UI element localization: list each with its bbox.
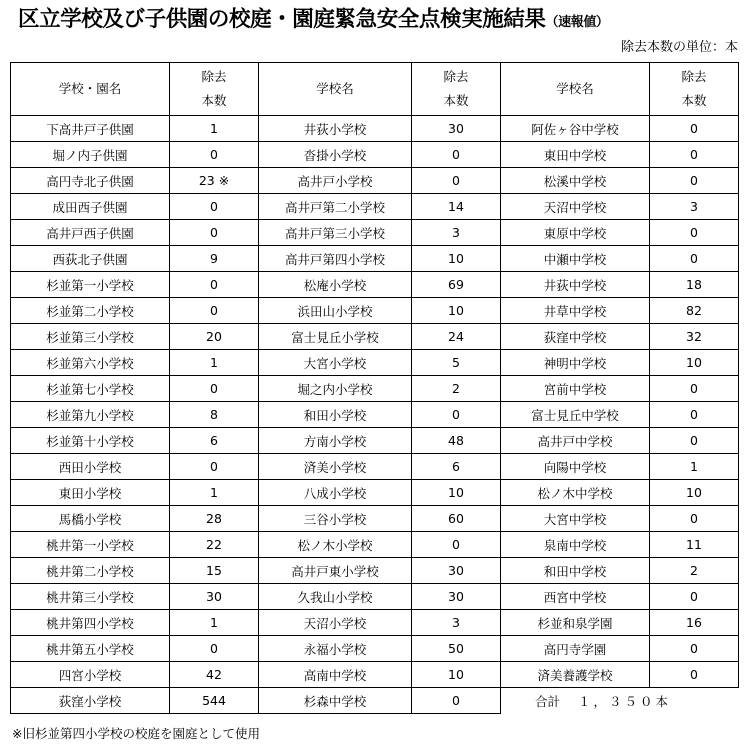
removed-count: 0 [650,662,739,688]
removed-count: 0 [650,428,739,454]
school-name: 高円寺学園 [501,636,650,662]
removed-count: 0 [170,298,259,324]
school-name: 松溪中学校 [501,168,650,194]
school-name: 高南中学校 [259,662,412,688]
removed-count: 10 [412,246,501,272]
school-name: 大宮小学校 [259,350,412,376]
removed-count: 30 [412,116,501,142]
removed-count: 0 [650,168,739,194]
school-name: 桃井第二小学校 [11,558,170,584]
school-name: 永福小学校 [259,636,412,662]
school-name: 高井戸第四小学校 [259,246,412,272]
school-name: 杉並第一小学校 [11,272,170,298]
school-name: 杉並第六小学校 [11,350,170,376]
removed-count: 20 [170,324,259,350]
total-value: １，３５０本 [578,693,672,709]
removed-count: 1 [170,116,259,142]
removed-count: 544 [170,688,259,714]
removed-count: 0 [412,402,501,428]
removed-count: 22 [170,532,259,558]
removed-count: 1 [170,610,259,636]
school-name: 杉並第二小学校 [11,298,170,324]
removed-count: 1 [170,350,259,376]
school-name: 天沼中学校 [501,194,650,220]
removed-count: 0 [650,402,739,428]
school-name: 宮前中学校 [501,376,650,402]
school-name: 阿佐ヶ谷中学校 [501,116,650,142]
school-name: 天沼小学校 [259,610,412,636]
school-name: 泉南中学校 [501,532,650,558]
school-name: 高井戸第三小学校 [259,220,412,246]
removed-count: 3 [650,194,739,220]
school-name: 中瀬中学校 [501,246,650,272]
removed-count: 15 [170,558,259,584]
header-school-name: 学校名 [501,63,650,116]
school-name: 堀ノ内子供園 [11,142,170,168]
removed-count: 0 [412,532,501,558]
table-row [11,454,739,480]
table-row [11,298,739,324]
header-school-kindergarten-name: 学校・園名 [11,63,170,116]
school-name: 荻窪中学校 [501,324,650,350]
school-name: 杉並第七小学校 [11,376,170,402]
total-cell [501,688,739,714]
removed-count: 0 [650,116,739,142]
school-name: 東田中学校 [501,142,650,168]
page-title: 区立学校及び子供園の校庭・園庭緊急安全点検実施結果（速報値） [18,7,609,32]
removed-count: 10 [650,350,739,376]
school-name: 久我山小学校 [259,584,412,610]
school-name: 成田西子供園 [11,194,170,220]
title-subtitle: （速報値） [545,15,609,30]
header-school-name: 学校名 [259,63,412,116]
table-row [11,506,739,532]
school-name: 富士見丘中学校 [501,402,650,428]
school-name: 井荻小学校 [259,116,412,142]
removed-count: 6 [170,428,259,454]
school-name: 松ノ木小学校 [259,532,412,558]
school-name: 高井戸東小学校 [259,558,412,584]
table-row [11,688,739,714]
removed-count: 0 [170,194,259,220]
school-name: 東田小学校 [11,480,170,506]
removed-count: 18 [650,272,739,298]
removed-count: 0 [412,688,501,714]
removed-count: 0 [170,454,259,480]
school-name: 済美養護学校 [501,662,650,688]
school-name: 杉並第三小学校 [11,324,170,350]
header-removed-count: 除去 本数 [412,63,501,116]
removed-count: 0 [650,142,739,168]
removed-count: 82 [650,298,739,324]
school-name: 杉並第十小学校 [11,428,170,454]
school-name: 東原中学校 [501,220,650,246]
unit-note: 除去本数の単位：本 [620,40,738,55]
school-name: 大宮中学校 [501,506,650,532]
removed-count: 2 [412,376,501,402]
table-row [11,350,739,376]
removed-count: 0 [650,246,739,272]
school-name: 西荻北子供園 [11,246,170,272]
removed-count: 6 [412,454,501,480]
school-name: 荻窪小学校 [11,688,170,714]
school-name: 西宮中学校 [501,584,650,610]
removed-count: 1 [650,454,739,480]
table-row [11,558,739,584]
school-name: 井草中学校 [501,298,650,324]
results-table [10,62,739,714]
school-name: 和田小学校 [259,402,412,428]
table-row [11,584,739,610]
removed-count: 60 [412,506,501,532]
school-name: 神明中学校 [501,350,650,376]
removed-count: 0 [650,584,739,610]
removed-count: 0 [650,506,739,532]
school-name: 桃井第五小学校 [11,636,170,662]
removed-count: 5 [412,350,501,376]
school-name: 三谷小学校 [259,506,412,532]
total-label: 合計 [535,693,561,709]
table-row [11,428,739,454]
removed-count: 9 [170,246,259,272]
table-row [11,480,739,506]
table-row [11,220,739,246]
removed-count: 0 [412,168,501,194]
table-row [11,272,739,298]
removed-count: 3 [412,610,501,636]
removed-count: 30 [170,584,259,610]
removed-count: 8 [170,402,259,428]
school-name: 杉並第九小学校 [11,402,170,428]
school-name: 済美小学校 [259,454,412,480]
school-name: 浜田山小学校 [259,298,412,324]
removed-count: 10 [650,480,739,506]
school-name: 桃井第三小学校 [11,584,170,610]
school-name: 下高井戸子供園 [11,116,170,142]
school-name: 桃井第一小学校 [11,532,170,558]
school-name: 和田中学校 [501,558,650,584]
school-name: 富士見丘小学校 [259,324,412,350]
table-row [11,324,739,350]
school-name: 桃井第四小学校 [11,610,170,636]
table-row [11,402,739,428]
table-row [11,532,739,558]
removed-count: 0 [650,376,739,402]
table-row [11,142,739,168]
table-row [11,376,739,402]
removed-count: 10 [412,298,501,324]
school-name: 高井戸西子供園 [11,220,170,246]
removed-count: 11 [650,532,739,558]
removed-count: 30 [412,558,501,584]
removed-count: 23 ※ [170,168,259,194]
school-name: 井荻中学校 [501,272,650,298]
school-name: 西田小学校 [11,454,170,480]
removed-count: 1 [170,480,259,506]
removed-count: 10 [412,662,501,688]
removed-count: 16 [650,610,739,636]
removed-count: 0 [170,376,259,402]
table-row [11,662,739,688]
school-name: 方南小学校 [259,428,412,454]
removed-count: 69 [412,272,501,298]
table-row [11,636,739,662]
table-row [11,116,739,142]
school-name: 松庵小学校 [259,272,412,298]
removed-count: 0 [170,220,259,246]
removed-count: 0 [170,272,259,298]
removed-count: 10 [412,480,501,506]
removed-count: 28 [170,506,259,532]
header-removed-count: 除去 本数 [170,63,259,116]
school-name: 高円寺北子供園 [11,168,170,194]
table-row [11,194,739,220]
removed-count: 30 [412,584,501,610]
school-name: 堀之内小学校 [259,376,412,402]
school-name: 四宮小学校 [11,662,170,688]
school-name: 杉森中学校 [259,688,412,714]
table-row [11,610,739,636]
removed-count: 0 [650,220,739,246]
footnote: ※旧杉並第四小学校の校庭を園庭として使用 [12,726,260,741]
removed-count: 50 [412,636,501,662]
removed-count: 48 [412,428,501,454]
removed-count: 32 [650,324,739,350]
school-name: 馬橋小学校 [11,506,170,532]
removed-count: 3 [412,220,501,246]
removed-count: 2 [650,558,739,584]
school-name: 松ノ木中学校 [501,480,650,506]
table-header-row [11,63,739,116]
school-name: 高井戸中学校 [501,428,650,454]
removed-count: 0 [650,636,739,662]
school-name: 向陽中学校 [501,454,650,480]
school-name: 高井戸第二小学校 [259,194,412,220]
school-name: 八成小学校 [259,480,412,506]
removed-count: 0 [170,142,259,168]
table-row [11,246,739,272]
school-name: 杉並和泉学園 [501,610,650,636]
removed-count: 24 [412,324,501,350]
removed-count: 0 [170,636,259,662]
table-row [11,168,739,194]
school-name: 沓掛小学校 [259,142,412,168]
removed-count: 0 [412,142,501,168]
header-removed-count: 除去 本数 [650,63,739,116]
school-name: 高井戸小学校 [259,168,412,194]
removed-count: 42 [170,662,259,688]
removed-count: 14 [412,194,501,220]
